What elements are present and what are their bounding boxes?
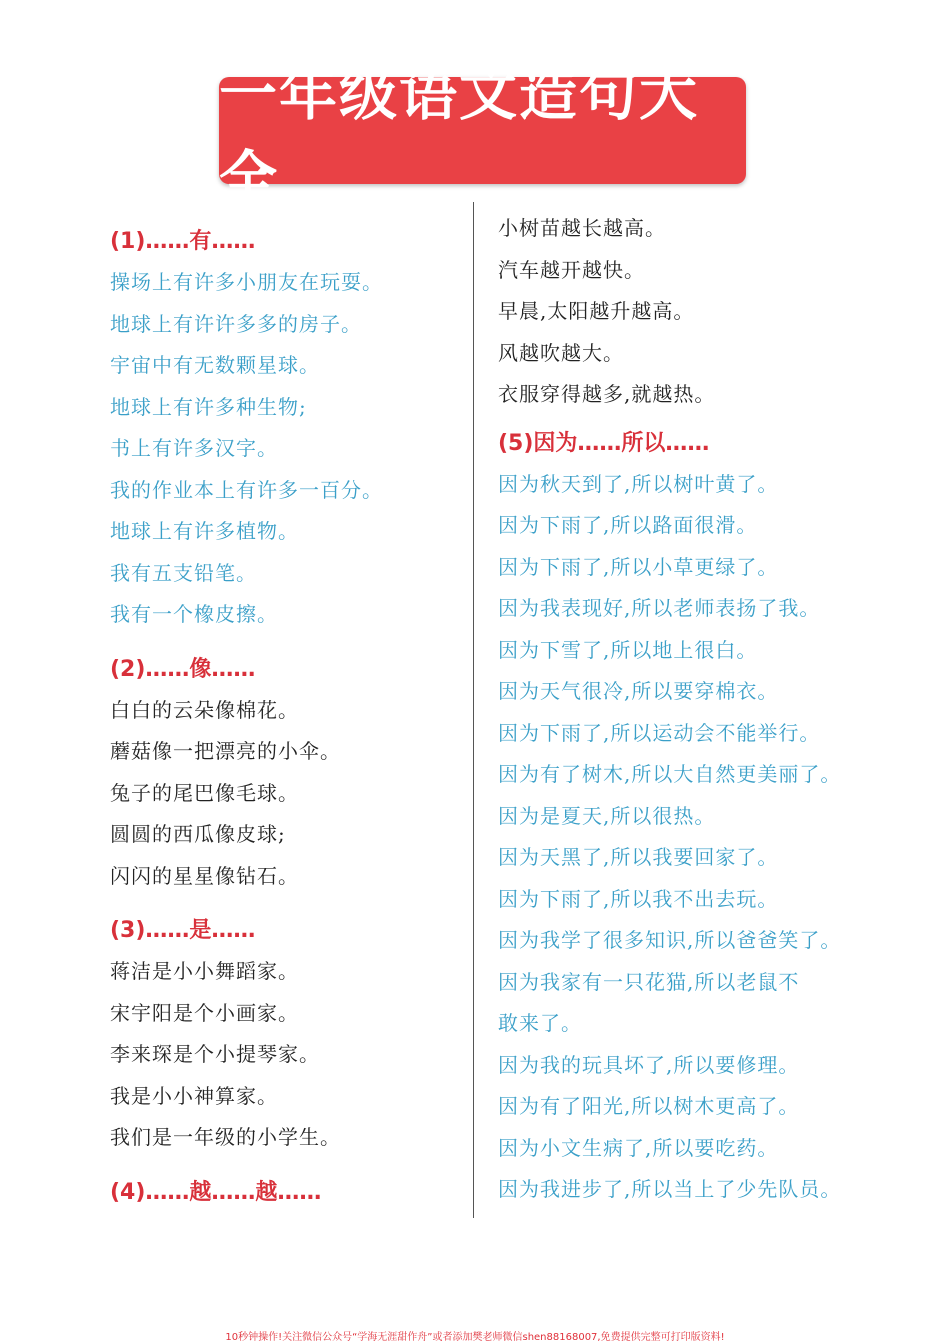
sentence-5-8: 因为有了树木,所以大自然更美丽了。 xyxy=(498,762,842,786)
sentence-1-1: 操场上有许多小朋友在玩耍。 xyxy=(110,270,383,294)
sentence-1-2: 地球上有许许多多的房子。 xyxy=(110,311,362,336)
sentence-1-6: 我的作业本上有许多一百分。 xyxy=(110,477,383,502)
sentence-4-4: 风越吹越大。 xyxy=(498,340,624,365)
sentence-4-2: 汽车越开越快。 xyxy=(498,257,645,282)
sentence-1-3: 宇宙中有无数颗星球。 xyxy=(110,353,320,377)
section-heading-3: (3)……是…… xyxy=(110,918,256,943)
sentence-5-12: 因为我学了很多知识,所以爸爸笑了。 xyxy=(498,928,842,952)
sentence-2-3: 兔子的尾巴像毛球。 xyxy=(110,780,299,805)
sentence-5-17: 因为我进步了,所以当上了少先队员。 xyxy=(498,1177,842,1201)
right-column xyxy=(498,208,938,1211)
sentence-3-4: 我是小小神算家。 xyxy=(110,1083,278,1108)
sentence-3-3: 李来琛是个小提琴家。 xyxy=(110,1042,320,1066)
sentence-5-7: 因为下雨了,所以运动会不能举行。 xyxy=(498,720,821,745)
sentence-5-13-cont: 敢来了。 xyxy=(498,1011,582,1035)
sentence-5-13: 因为我家有一只花猫,所以老鼠不 xyxy=(498,969,800,994)
sentence-2-5: 闪闪的星星像钻石。 xyxy=(110,863,299,888)
sentence-1-8: 我有五支铅笔。 xyxy=(110,560,257,585)
sentence-5-5: 因为下雪了,所以地上很白。 xyxy=(498,637,758,662)
sentence-4-5: 衣服穿得越多,就越热。 xyxy=(498,382,716,406)
sentence-5-15: 因为有了阳光,所以树木更高了。 xyxy=(498,1094,800,1118)
column-divider xyxy=(473,202,474,1218)
sentence-5-11: 因为下雨了,所以我不出去玩。 xyxy=(498,886,779,911)
sentence-3-1: 蒋洁是小小舞蹈家。 xyxy=(110,959,299,983)
sentence-5-16: 因为小文生病了,所以要吃药。 xyxy=(498,1135,779,1160)
sentence-4-1: 小树苗越长越高。 xyxy=(498,216,666,240)
sentence-3-2: 宋宇阳是个小画家。 xyxy=(110,1000,299,1025)
sentence-5-14: 因为我的玩具坏了,所以要修理。 xyxy=(498,1052,800,1077)
sentence-5-6: 因为天气很冷,所以要穿棉衣。 xyxy=(498,679,779,703)
footer-note: 10秒钟操作!关注微信公众号“学海无涯甜作舟”或者添加樊老师微信shen88168007,免费提供完整可打印版资料! xyxy=(225,1332,725,1343)
section-heading-4: (4)……越……越…… xyxy=(110,1179,322,1205)
sentence-5-1: 因为秋天到了,所以树叶黄了。 xyxy=(498,471,779,496)
section-heading-5: (5)因为……所以…… xyxy=(498,430,710,456)
sentence-5-4: 因为我表现好,所以老师表扬了我。 xyxy=(498,596,821,620)
section-heading-2: (2)……像…… xyxy=(110,656,256,682)
sentence-5-2: 因为下雨了,所以路面很滑。 xyxy=(498,513,758,537)
sentence-4-3: 早晨,太阳越升越高。 xyxy=(498,299,695,323)
sentence-1-7: 地球上有许多植物。 xyxy=(110,519,299,543)
sentence-5-3: 因为下雨了,所以小草更绿了。 xyxy=(498,554,779,579)
title-banner xyxy=(219,59,746,212)
sentence-1-5: 书上有许多汉字。 xyxy=(110,436,278,460)
sentence-3-5: 我们是一年级的小学生。 xyxy=(110,1125,341,1149)
sentence-2-1: 白白的云朵像棉花。 xyxy=(110,697,299,722)
sentence-1-4: 地球上有许多种生物; xyxy=(110,394,307,419)
sentence-2-4: 圆圆的西瓜像皮球; xyxy=(110,822,286,846)
sentence-5-9: 因为是夏天,所以很热。 xyxy=(498,803,716,828)
page-title: 一年级语文造句大全 xyxy=(219,59,700,212)
sentence-1-9: 我有一个橡皮擦。 xyxy=(110,602,278,626)
section-heading-1: (1)……有…… xyxy=(110,229,256,254)
left-column xyxy=(110,222,460,1213)
sentence-5-10: 因为天黑了,所以我要回家了。 xyxy=(498,845,779,869)
sentence-2-2: 蘑菇像一把漂亮的小伞。 xyxy=(110,739,341,763)
